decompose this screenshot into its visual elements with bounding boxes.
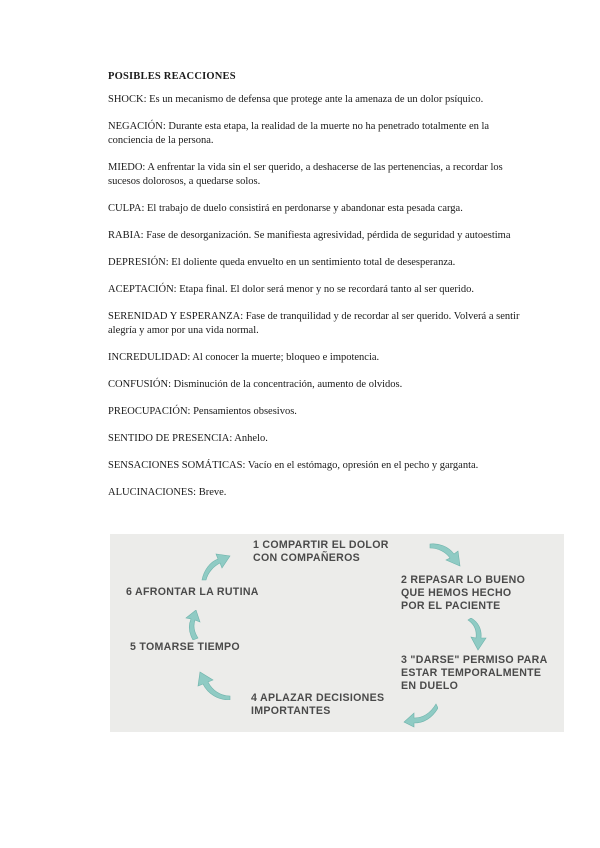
entry-culpa: CULPA: El trabajo de duelo consistirá en perdonarse y abandonar esta pesada carga. (108, 203, 463, 214)
entry-rabia: RABIA: Fase de desorganización. Se manifiesta agresividad, pérdida de seguridad y autoestima (108, 230, 511, 241)
entry-serenidad: SERENIDAD Y ESPERANZA: Fase de tranquilidad y de recordar al ser querido. Volverá a sentir alegría y amor por una vida normal. (108, 311, 520, 336)
grief-cycle-diagram (110, 534, 564, 732)
entry-sentido-presencia: SENTIDO DE PRESENCIA: Anhelo. (108, 433, 268, 444)
cycle-step-6: 6 AFRONTAR LA RUTINA (126, 586, 259, 598)
section-heading: POSIBLES REACCIONES (108, 71, 236, 82)
entry-preocupacion: PREOCUPACIÓN: Pensamientos obsesivos. (108, 406, 297, 417)
entry-miedo: MIEDO: A enfrentar la vida sin el ser querido, a deshacerse de las pertenencias, a recordar los sucesos dolorosos, a quedarse solos. (108, 162, 503, 187)
entry-alucinaciones: ALUCINACIONES: Breve. (108, 487, 227, 498)
entry-incredulidad: INCREDULIDAD: Al conocer la muerte; bloqueo e impotencia. (108, 352, 380, 363)
entry-confusion: CONFUSIÓN: Disminución de la concentración, aumento de olvidos. (108, 379, 403, 390)
curved-arrow-icon (464, 618, 490, 652)
entry-shock: SHOCK: Es un mecanismo de defensa que protege ante la amenaza de un dolor psíquico. (108, 94, 484, 105)
curved-arrow-icon (196, 668, 232, 700)
entry-depresion: DEPRESIÓN: El doliente queda envuelto en un sentimiento total de desesperanza. (108, 257, 456, 268)
curved-arrow-icon (428, 542, 464, 570)
cycle-step-4: 4 APLAZAR DECISIONES IMPORTANTES (251, 692, 385, 717)
cycle-step-3: 3 "DARSE" PERMISO PARA ESTAR TEMPORALMENTE EN DUELO (401, 654, 548, 692)
curved-arrow-icon (198, 550, 232, 582)
curved-arrow-icon (402, 700, 438, 728)
curved-arrow-icon (184, 610, 206, 640)
cycle-step-1: 1 COMPARTIR EL DOLOR CON COMPAÑEROS (253, 539, 389, 564)
entry-aceptacion: ACEPTACIÓN: Etapa final. El dolor será menor y no se recordará tanto al ser querido. (108, 284, 474, 295)
cycle-step-2: 2 REPASAR LO BUENO QUE HEMOS HECHO POR EL PACIENTE (401, 574, 526, 612)
document-body (108, 70, 528, 513)
entry-negacion: NEGACIÓN: Durante esta etapa, la realidad de la muerte no ha penetrado totalmente en la conciencia de la persona. (108, 121, 490, 146)
cycle-step-5: 5 TOMARSE TIEMPO (130, 641, 240, 653)
entry-sensaciones-somaticas: SENSACIONES SOMÁTICAS: Vacío en el estómago, opresión en el pecho y garganta. (108, 460, 479, 471)
